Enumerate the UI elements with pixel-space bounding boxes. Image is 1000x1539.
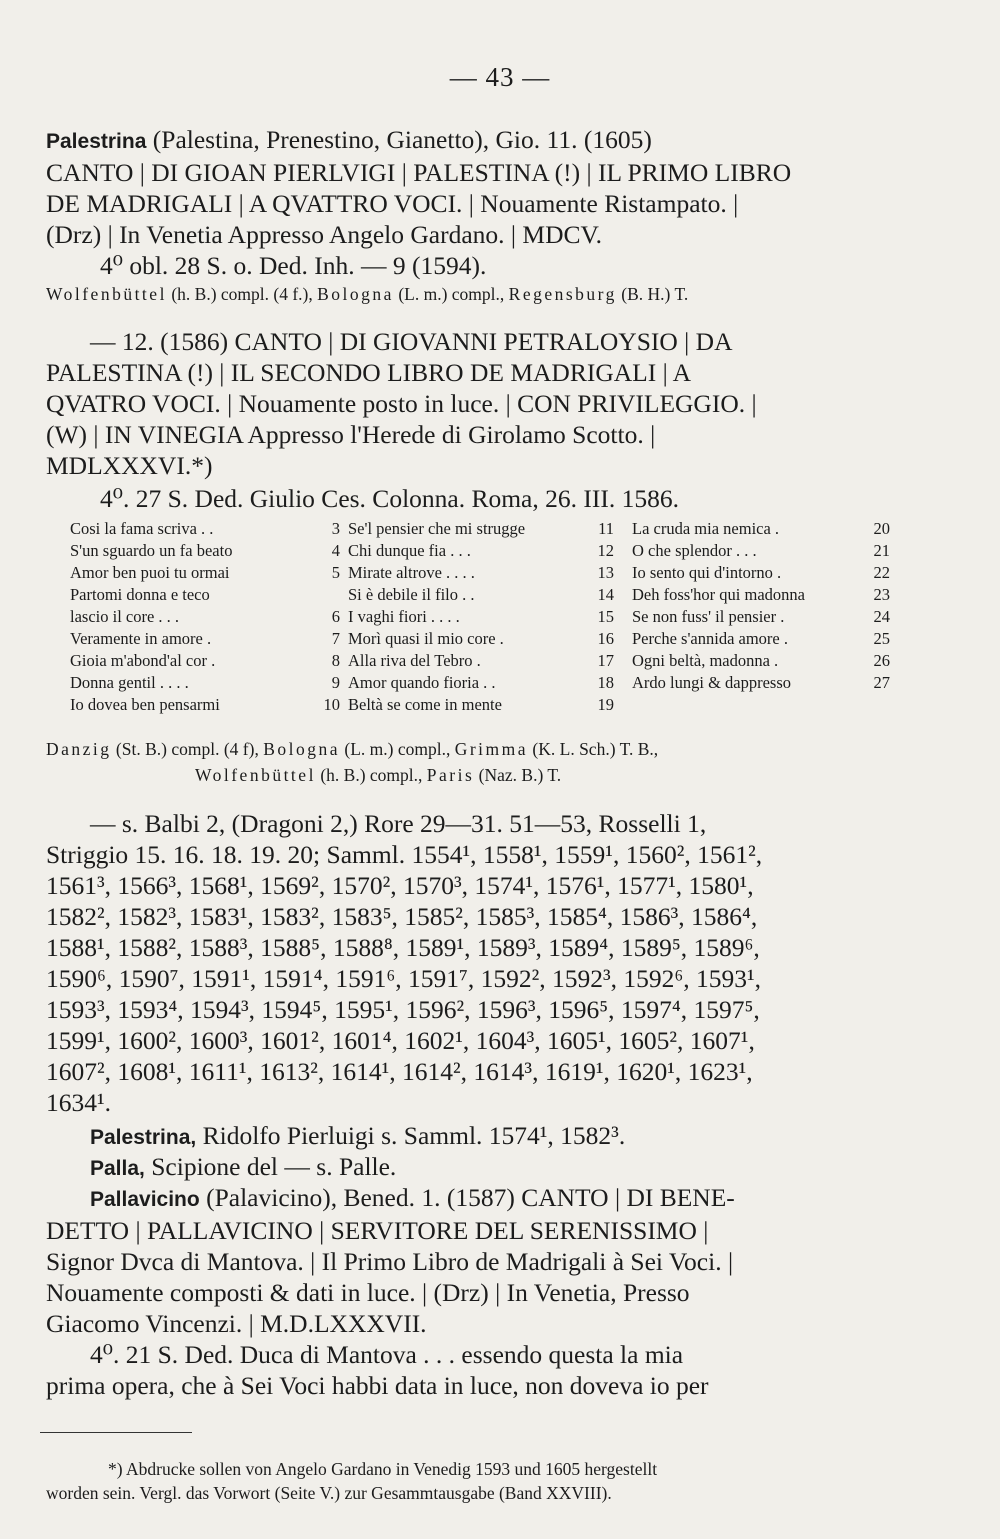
see-also-line: Striggio 15. 16. 18. 19. 20; Samml. 1554¹, 1558¹, 1559¹, 1560², 1561², [46, 840, 763, 869]
madrigal-title: Io sento qui d'intorno . [632, 563, 782, 582]
entry-line: QVATRO VOCI. | Nouamente posto in luce. | CON PRIVILEGGIO. | [46, 389, 757, 418]
entry-heading: Palestrina, [90, 1126, 197, 1149]
madrigal-title: Beltà se come in mente [348, 695, 502, 714]
madrigal-number: 14 [597, 585, 614, 604]
madrigal-number: 11 [598, 519, 614, 538]
madrigal-title: Mirate altrove . . . . [348, 563, 475, 582]
madrigal-title: Alla riva del Tebro . [348, 651, 481, 670]
entry-palestrina-1605 [46, 124, 896, 281]
madrigal-number: 21 [873, 541, 890, 560]
madrigal-title: Amor quando fioria . . [348, 673, 496, 692]
madrigal-number: 16 [597, 629, 614, 648]
contents-table [70, 518, 890, 716]
contents-row [70, 584, 890, 606]
madrigal-title [632, 694, 864, 716]
entry-line: Nouamente composti & dati in luce. | (Drz) | In Venetia, Presso [46, 1278, 690, 1307]
library-holdings: Wolfenbüttel (h. B.) compl., Paris (Naz. B.) T. [195, 765, 562, 785]
madrigal-number [864, 694, 890, 716]
madrigal-title: lascio il core . . . [70, 607, 180, 626]
madrigal-title: Si è debile il filo . . [348, 585, 475, 604]
entry-palla [46, 1151, 896, 1184]
see-also-line: 1588¹, 1588², 1588³, 1588⁵, 1588⁸, 1589¹, 1589³, 1589⁴, 1589⁵, 1589⁶, [46, 933, 760, 962]
madrigal-number: 22 [873, 563, 890, 582]
madrigal-number: 27 [873, 673, 890, 692]
entry-line: 4⁰ obl. 28 S. o. Ded. Inh. — 9 (1594). [100, 251, 487, 280]
madrigal-number: 15 [597, 607, 614, 626]
madrigal-title: Perche s'annida amore . [632, 629, 788, 648]
madrigal-title: Se non fuss' il pensier . [632, 607, 785, 626]
madrigal-number: 19 [597, 695, 614, 714]
library-holdings: Wolfenbüttel (h. B.) compl. (4 f.), Bologna (L. m.) compl., Regensburg (B. H.) T. [46, 284, 689, 304]
entry-pallavicino [46, 1182, 896, 1401]
madrigal-title: Io dovea ben pensarmi [70, 695, 220, 714]
madrigal-number: 13 [597, 563, 614, 582]
entry-line: prima opera, che à Sei Voci habbi data in luce, non doveva io per [46, 1371, 709, 1400]
see-also-line: 1599¹, 1600², 1600³, 1601², 1601⁴, 1602¹, 1604³, 1605¹, 1605², 1607¹, [46, 1026, 755, 1055]
madrigal-number: 24 [873, 607, 890, 626]
contents-row [70, 628, 890, 650]
entry-heading: Palestrina [46, 130, 147, 153]
madrigal-title: Veramente in amore . [70, 629, 212, 648]
entry-line: Palestrina (Palestina, Prenestino, Gianetto), Gio. 11. (1605) [46, 125, 652, 154]
contents-row [70, 562, 890, 584]
entry-palestrina-ridolfo [46, 1120, 896, 1153]
entry-line: 4⁰. 27 S. Ded. Giulio Ces. Colonna. Roma, 26. III. 1586. [100, 484, 679, 513]
madrigal-number: 10 [323, 695, 340, 714]
madrigal-number: 8 [331, 651, 340, 670]
entry-line: PALESTINA (!) | IL SECONDO LIBRO DE MADRIGALI | A [46, 358, 692, 387]
madrigal-title: Chi dunque fia . . . [348, 541, 471, 560]
madrigal-number: 18 [597, 673, 614, 692]
contents-row [70, 540, 890, 562]
entry-line: DE MADRIGALI | A QVATTRO VOCI. | Nouamente Ristampato. | [46, 189, 739, 218]
entry-line: 4⁰. 21 S. Ded. Duca di Mantova . . . essendo questa la mia [90, 1340, 684, 1369]
entry-line: (W) | IN VINEGIA Appresso l'Herede di Girolamo Scotto. | [46, 420, 656, 449]
entry-line: — 12. (1586) CANTO | DI GIOVANNI PETRALOYSIO | DA [90, 327, 733, 356]
contents-row [70, 672, 890, 694]
madrigal-title: Ardo lungi & dappresso [632, 673, 792, 692]
madrigal-title: Se'l pensier che mi strugge [348, 519, 526, 538]
footnote-line: worden sein. Vergl. das Vorwort (Seite V.) zur Gesammtausgabe (Band XXVIII). [46, 1483, 612, 1503]
see-also-line: 1590⁶, 1590⁷, 1591¹, 1591⁴, 1591⁶, 1591⁷, 1592², 1592³, 1592⁶, 1593¹, [46, 964, 762, 993]
madrigal-number: 17 [597, 651, 614, 670]
madrigal-title: Donna gentil . . . . [70, 673, 189, 692]
madrigal-title: Gioia m'abond'al cor . [70, 651, 216, 670]
entry-line: Palla, Scipione del — s. Palle. [90, 1152, 397, 1181]
see-also-line: 1593³, 1593⁴, 1594³, 1594⁵, 1595¹, 1596², 1596³, 1596⁵, 1597⁴, 1597⁵, [46, 995, 760, 1024]
entry-line: Giacomo Vincenzi. | M.D.LXXXVII. [46, 1309, 427, 1338]
madrigal-title: Ogni beltà, madonna . [632, 651, 779, 670]
madrigal-number: 25 [873, 629, 890, 648]
entry-line: DETTO | PALLAVICINO | SERVITORE DEL SERENISSIMO | [46, 1216, 709, 1245]
madrigal-number: 9 [331, 673, 340, 692]
see-also-line: 1607², 1608¹, 1611¹, 1613², 1614¹, 1614², 1614³, 1619¹, 1620¹, 1623¹, [46, 1057, 753, 1086]
contents-row [70, 606, 890, 628]
see-also-line: 1634¹. [46, 1088, 112, 1117]
entry-heading: Pallavicino [90, 1188, 200, 1211]
entry-line: CANTO | DI GIOAN PIERLVIGI | PALESTINA (!) | IL PRIMO LIBRO [46, 158, 792, 187]
madrigal-number: 23 [873, 585, 890, 604]
madrigal-number: 4 [331, 541, 340, 560]
entry-line: MDLXXXVI.*) [46, 451, 213, 480]
madrigal-title: Partomi donna e teco [70, 585, 210, 604]
madrigal-title: I vaghi fiori . . . . [348, 607, 460, 626]
entry-line: Palestrina, Ridolfo Pierluigi s. Samml. 1574¹, 1582³. [90, 1121, 626, 1150]
see-also-line: 1561³, 1566³, 1568¹, 1569², 1570², 1570³, 1574¹, 1576¹, 1577¹, 1580¹, [46, 871, 754, 900]
contents-row [70, 650, 890, 672]
see-also-block [46, 808, 896, 1118]
madrigal-number [304, 584, 348, 606]
madrigal-number: 3 [331, 519, 340, 538]
madrigal-title: Morì quasi il mio core . [348, 629, 504, 648]
madrigal-number: 5 [331, 563, 340, 582]
entry-palestrina-1586 [46, 326, 896, 514]
entry-line: Signor Dvca di Mantova. | Il Primo Libro de Madrigali à Sei Voci. | [46, 1247, 734, 1276]
entry-line: Pallavicino (Palavicino), Bened. 1. (1587) CANTO | DI BENE- [90, 1183, 735, 1212]
madrigal-title: Amor ben puoi tu ormai [70, 563, 230, 582]
madrigal-number: 26 [873, 651, 890, 670]
madrigal-title: Cosi la fama scriva . . [70, 519, 214, 538]
madrigal-title: O che splendor . . . [632, 541, 757, 560]
contents-row [70, 694, 890, 716]
page-number: — 43 — [449, 62, 551, 92]
madrigal-number: 7 [331, 629, 340, 648]
madrigal-title: Deh foss'hor qui madonna [632, 585, 805, 604]
madrigal-number: 20 [873, 519, 890, 538]
madrigal-number: 6 [331, 607, 340, 626]
entry-line: (Drz) | In Venetia Appresso Angelo Gardano. | MDCV. [46, 220, 603, 249]
footnote [46, 1457, 896, 1505]
madrigal-title: La cruda mia nemica . [632, 519, 780, 538]
library-holdings: Danzig (St. B.) compl. (4 f), Bologna (L. m.) compl., Grimma (K. L. Sch.) T. B., [46, 739, 659, 759]
madrigal-number: 12 [597, 541, 614, 560]
footnote-line: *) Abdrucke sollen von Angelo Gardano in Venedig 1593 und 1605 hergestellt [108, 1459, 658, 1479]
see-also-line: 1582², 1582³, 1583¹, 1583², 1583⁵, 1585², 1585³, 1585⁴, 1586³, 1586⁴, [46, 902, 758, 931]
see-also-line: — s. Balbi 2, (Dragoni 2,) Rore 29—31. 51—53, Rosselli 1, [90, 809, 707, 838]
contents-row [70, 518, 890, 540]
entry-heading: Palla, [90, 1157, 145, 1180]
footnote-rule [40, 1432, 192, 1433]
madrigal-title: S'un sguardo un fa beato [70, 541, 233, 560]
